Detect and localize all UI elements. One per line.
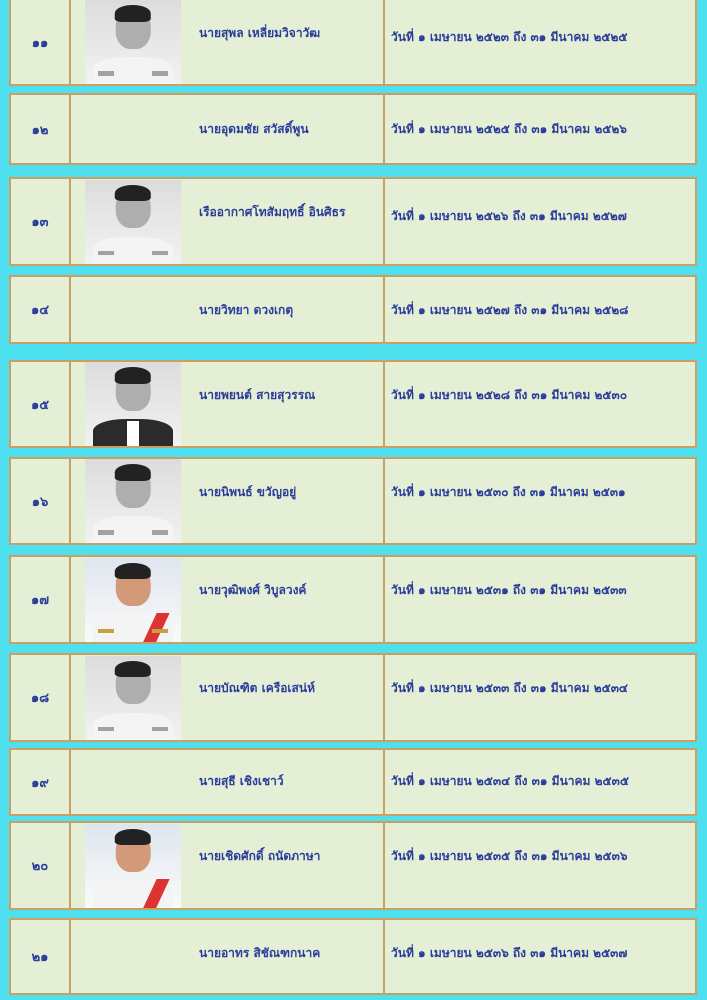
person-name: นายอุดมชัย สวัสดิ์พูน bbox=[195, 95, 385, 163]
row-number: ๑๕ bbox=[11, 362, 71, 446]
term-dates: วันที่ ๑ เมษายน ๒๕๓๑ ถึง ๓๑ มีนาคม ๒๕๓๓ bbox=[391, 583, 627, 597]
row-number: ๒๐ bbox=[11, 823, 71, 908]
person-name: นายเชิดศักดิ์ ถนัดภาษา bbox=[195, 823, 385, 908]
portrait-image bbox=[85, 180, 181, 264]
portrait-photo bbox=[71, 920, 195, 993]
term-dates: วันที่ ๑ เมษายน ๒๕๓๖ ถึง ๓๑ มีนาคม ๒๕๓๗ bbox=[391, 946, 628, 960]
person-name: นายบัณฑิต เครือเสน่ห์ bbox=[195, 655, 385, 740]
portrait-image bbox=[85, 0, 181, 84]
person-name: เรืออากาศโทสัมฤทธิ์ อินศิธร bbox=[195, 179, 385, 264]
term-dates: วันที่ ๑ เมษายน ๒๕๓๔ ถึง ๓๑ มีนาคม ๒๕๓๕ bbox=[391, 774, 629, 788]
row-number: ๑๔ bbox=[11, 277, 71, 342]
row-number: ๑๑ bbox=[11, 0, 71, 84]
portrait-photo bbox=[71, 557, 195, 642]
person-name: นายสุธี เชิงเชาว์ bbox=[195, 750, 385, 814]
term-dates: วันที่ ๑ เมษายน ๒๕๒๕ ถึง ๓๑ มีนาคม ๒๕๒๖ bbox=[391, 121, 627, 136]
table-row bbox=[9, 918, 697, 995]
portrait-image bbox=[85, 824, 181, 908]
row-number: ๑๘ bbox=[11, 655, 71, 740]
person-name: นายวิทยา ดวงเกตุ bbox=[195, 277, 385, 342]
term-dates: วันที่ ๑ เมษายน ๒๕๒๘ ถึง ๓๑ มีนาคม ๒๕๓๐ bbox=[391, 388, 628, 402]
row-number: ๑๓ bbox=[11, 179, 71, 264]
portrait-image bbox=[85, 362, 181, 446]
term-dates: วันที่ ๑ เมษายน ๒๕๓๐ ถึง ๓๑ มีนาคม ๒๕๓๑ bbox=[391, 485, 626, 499]
portrait-photo bbox=[71, 0, 195, 84]
portrait-photo bbox=[71, 179, 195, 264]
row-number: ๑๖ bbox=[11, 459, 71, 543]
table-row bbox=[9, 821, 697, 910]
term-dates: วันที่ ๑ เมษายน ๒๕๓๓ ถึง ๓๑ มีนาคม ๒๕๓๔ bbox=[391, 681, 629, 695]
person-name: นายวุฒิพงศ์ วิบูลวงค์ bbox=[195, 557, 385, 642]
term-dates: วันที่ ๑ เมษายน ๒๕๒๖ ถึง ๓๑ มีนาคม ๒๕๒๗ bbox=[391, 209, 627, 223]
term-dates: วันที่ ๑ เมษายน ๒๕๒๓ ถึง ๓๑ มีนาคม ๒๕๒๕ bbox=[391, 30, 628, 44]
portrait-photo bbox=[71, 277, 195, 342]
person-name: นายอาทร สิชัณฑกนาค bbox=[195, 920, 385, 993]
term-dates: วันที่ ๑ เมษายน ๒๕๒๗ ถึง ๓๑ มีนาคม ๒๕๒๘ bbox=[391, 303, 629, 317]
table-row bbox=[9, 457, 697, 545]
portrait-image bbox=[85, 656, 181, 740]
row-number: ๒๑ bbox=[11, 920, 71, 993]
table-row bbox=[9, 275, 697, 344]
table-row bbox=[9, 748, 697, 816]
portrait-image bbox=[85, 459, 181, 543]
portrait-photo bbox=[71, 823, 195, 908]
portrait-photo bbox=[71, 362, 195, 446]
portrait-photo bbox=[71, 750, 195, 814]
table-row bbox=[9, 93, 697, 165]
portrait-photo bbox=[71, 655, 195, 740]
row-number: ๑๙ bbox=[11, 750, 71, 814]
table-row bbox=[9, 555, 697, 644]
portrait-image bbox=[85, 558, 181, 642]
portrait-photo bbox=[71, 95, 195, 163]
row-number: ๑๗ bbox=[11, 557, 71, 642]
person-name: นายสุพล เหลี่ยมวิจาวัฒ bbox=[195, 0, 385, 84]
row-number: ๑๒ bbox=[11, 95, 71, 163]
table-row bbox=[9, 653, 697, 742]
person-name: นายพยนต์ สายสุวรรณ bbox=[195, 362, 385, 446]
term-dates: วันที่ ๑ เมษายน ๒๕๓๕ ถึง ๓๑ มีนาคม ๒๕๓๖ bbox=[391, 849, 628, 863]
person-name: นายนิพนธ์ ขวัญอยู่ bbox=[195, 459, 385, 543]
table-row bbox=[9, 0, 697, 86]
portrait-photo bbox=[71, 459, 195, 543]
table-row bbox=[9, 177, 697, 266]
table-row bbox=[9, 360, 697, 448]
